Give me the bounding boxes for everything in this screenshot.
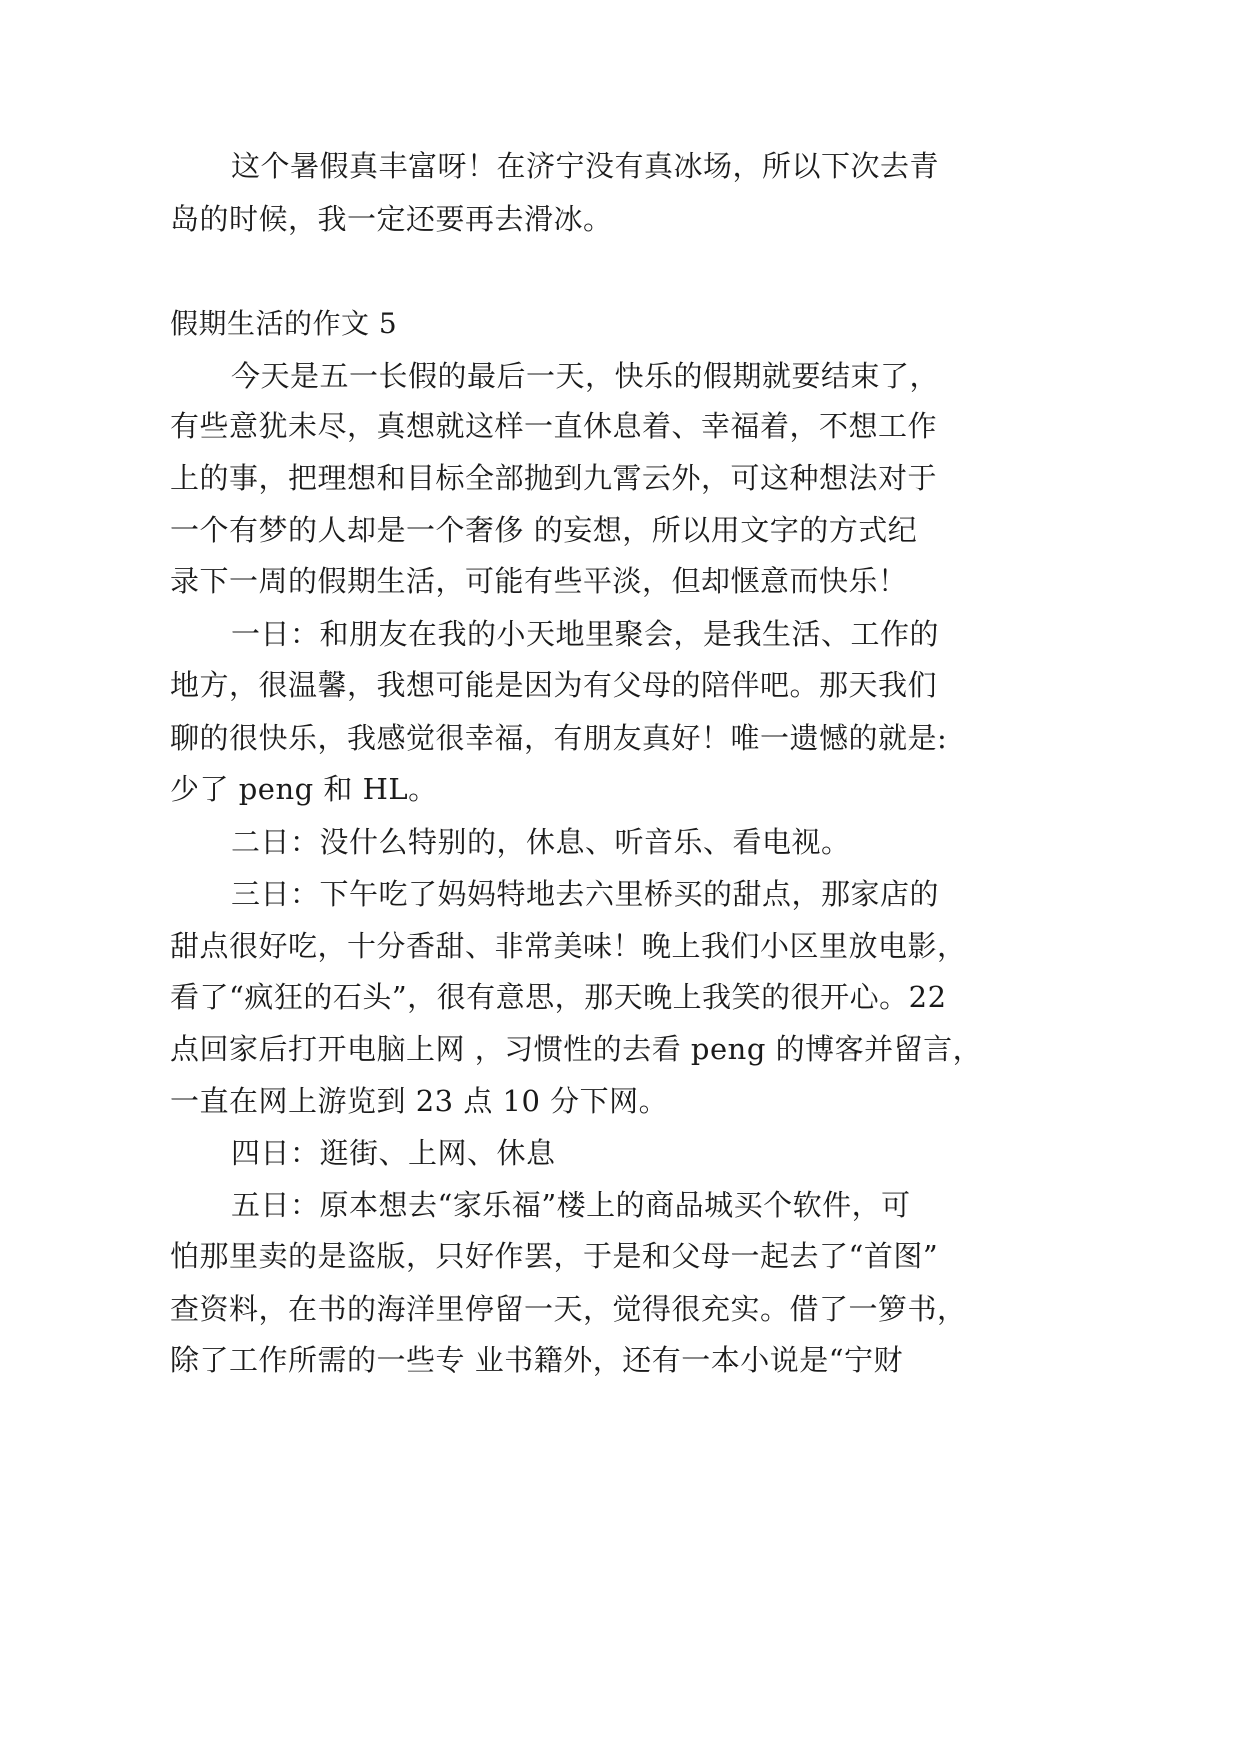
paragraph-2-line-1: 一日：和朋友在我的小天地里聚会，是我生活、工作的 [231, 617, 940, 651]
paragraph-1-line-5: 录下一周的假期生活，可能有些平淡，但却惬意而快乐！ [170, 564, 908, 598]
paragraph-1-line-3: 上的事，把理想和目标全部抛到九霄云外，可这种想法对于 [170, 461, 938, 495]
intro-line-1: 这个暑假真丰富呀！在济宁没有真冰场，所以下次去青 [231, 149, 940, 183]
paragraph-2-line-3: 聊的很快乐，我感觉很幸福，有朋友真好！唯一遗憾的就是: [170, 721, 948, 755]
paragraph-1-line-2: 有些意犹未尽，真想就这样一直休息着、幸福着，不想工作 [170, 409, 938, 443]
paragraph-6-line-3: 查资料，在书的海洋里停留一天，觉得很充实。借了一箩书， [170, 1292, 967, 1326]
paragraph-1-line-1: 今天是五一长假的最后一天，快乐的假期就要结束了， [231, 359, 940, 393]
paragraph-4-line-3: 看了“疯狂的石头”，很有意思，那天晚上我笑的很开心。22 [170, 980, 947, 1014]
paragraph-6-line-2: 怕那里卖的是盗版，只好作罢，于是和父母一起去了“首图” [170, 1239, 939, 1273]
paragraph-4-line-4: 点回家后打开电脑上网 ，习惯性的去看 peng 的博客并留言， [170, 1032, 983, 1066]
paragraph-1-line-4: 一个有梦的人却是一个奢侈 的妄想，所以用文字的方式纪 [170, 513, 918, 547]
paragraph-5-line-1: 四日：逛街、上网、休息 [231, 1136, 556, 1170]
paragraph-3-line-1: 二日：没什么特别的，休息、听音乐、看电视。 [231, 825, 851, 859]
paragraph-4-line-1: 三日：下午吃了妈妈特地去六里桥买的甜点，那家店的 [231, 877, 940, 911]
paragraph-4-line-2: 甜点很好吃，十分香甜、非常美味！晚上我们小区里放电影， [170, 929, 967, 963]
paragraph-4-line-5: 一直在网上游览到 23 点 10 分下网。 [170, 1084, 669, 1118]
paragraph-6-line-4: 除了工作所需的一些专 业书籍外，还有一本小说是“宁财 [170, 1343, 904, 1377]
section-title: 假期生活的作文 5 [170, 307, 398, 340]
paragraph-2-line-2: 地方，很温馨，我想可能是因为有父母的陪伴吧。那天我们 [170, 668, 938, 702]
intro-line-2: 岛的时候，我一定还要再去滑冰。 [170, 202, 613, 236]
paragraph-6-line-1: 五日：原本想去“家乐福”楼上的商品城买个软件，可 [231, 1188, 911, 1222]
paragraph-2-line-4: 少了 peng 和 HL。 [170, 772, 438, 806]
